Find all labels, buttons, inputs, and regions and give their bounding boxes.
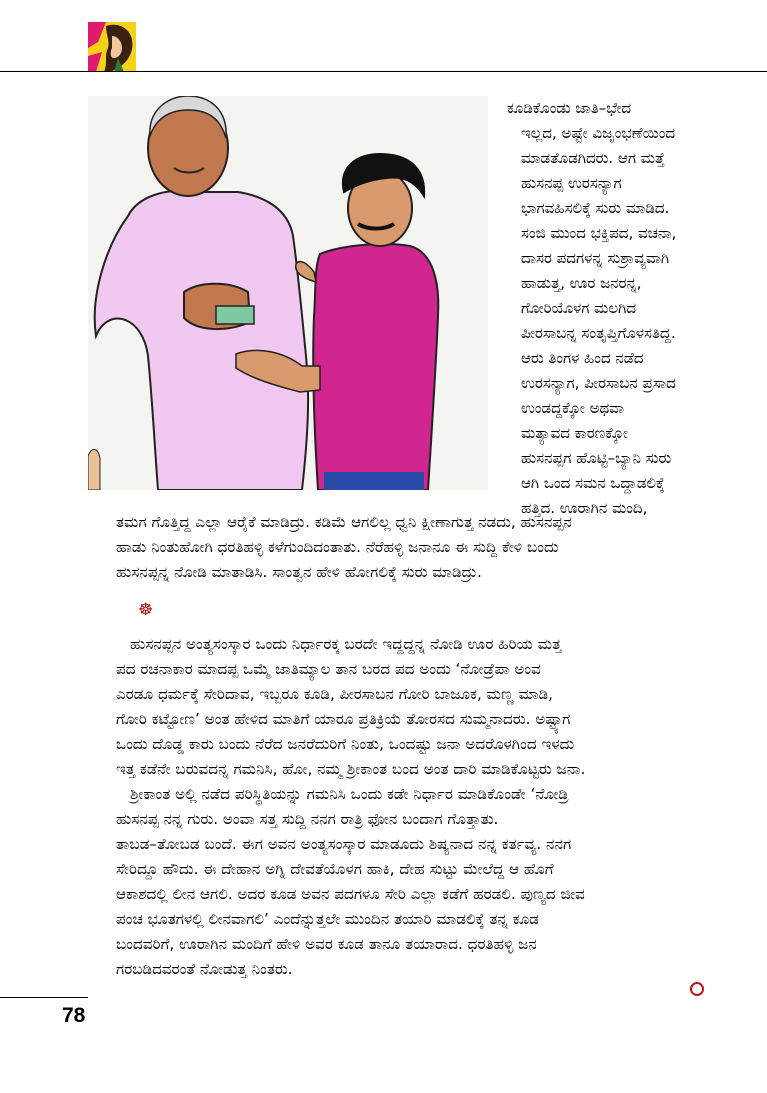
text-line: ತಾಬಡ–ತೋಬಡ ಬಂದೆ. ಈಗ ಅವನ ಅಂತ್ಯಸಂಸ್ಕಾರ ಮಾಡೂದು ಶಿಷ್ಯನಾದ ನನ್ನ ಕರ್ತವ್ಯ. ನನಗ bbox=[116, 835, 572, 853]
side-column-text bbox=[507, 96, 757, 521]
paragraph-2 bbox=[116, 632, 726, 982]
text-line: ಎರಡೂ ಧರ್ಮಕ್ಕೆ ಸೇರಿದಾವ, ಇಬ್ಬರೂ ಕೂಡಿ, ಪೀರಸಾಬನ ಗೋರಿ ಬಾಜೂಕ, ಮಣ್ಣ ಮಾಡಿ, bbox=[116, 685, 553, 703]
text-line: ಹುಸನಪ್ಪಗ ಹೊಟ್ಟಿ–ಬ್ಯಾನಿ ಸುರು bbox=[521, 449, 672, 467]
two-men-illustration bbox=[88, 96, 488, 490]
text-line: ಶ್ರೀಕಾಂತ ಅಲ್ಲಿ ನಡೆದ ಪರಿಸ್ಥಿತಿಯನ್ನು ಗಮನಿಸಿ ಒಂದು ಕಡೇ ನಿರ್ಧಾರ ಮಾಡಿಕೊಂಡೇ ‘ನೋಡ್ರಿ bbox=[130, 785, 569, 803]
text-line: ಇತ್ತ ಕಡೆನೇ ಬರುವದನ್ನ ಗಮನಿಸಿ, ಹೋ, ನಮ್ಮ ಶ್ರೀಕಾಂತ ಬಂದ ಅಂತ ದಾರಿ ಮಾಡಿಕೊಟ್ಟರು ಜನಾ. bbox=[116, 760, 586, 778]
text-line: ಬಂದವರಿಗೆ, ಊರಾಗಿನ ಮಂದಿಗೆ ಹೇಳಿ ಅವರ ಕೂಡ ತಾನೂ ತಯಾರಾದ. ಧರತಿಹಳ್ಳಿ ಜನ bbox=[116, 935, 537, 953]
text-line: ಗೋರಿ ಕಟ್ಟೋಣ’ ಅಂತ ಹೇಳಿದ ಮಾತಿಗೆ ಯಾರೂ ಪ್ರತಿಕ್ರಿಯೆ ತೋರಸದ ಸುಮ್ಮನಾದರು. ಅಷ್ಟ್ಯಾಗ bbox=[116, 710, 571, 728]
text-line: ಆಗಿ ಒಂದ ಸಮನ ಒದ್ದಾಡಲಿಕ್ಕೆ bbox=[521, 474, 665, 492]
text-line: ಉಂಡದ್ದಕ್ಕೋ ಅಥವಾ bbox=[521, 399, 625, 417]
text-line: ತಮಗ ಗೊತ್ತಿದ್ದ ಎಲ್ಲಾ ಆರೈಕೆ ಮಾಡಿದ್ರು. ಕಡಿಮೆ ಆಗಲಿಲ್ಲ ಧ್ವನಿ ಕ್ಷೀಣಾಗುತ್ತ ನಡದು, ಹುಸನಪ್ಪನ bbox=[116, 513, 572, 531]
page-number: 78 bbox=[62, 1004, 86, 1027]
text-line: ಕೂಡಿಕೊಂಡು ಜಾತಿ–ಭೇದ bbox=[507, 99, 632, 117]
text-line: ಹಾಡುತ್ತ, ಊರ ಜನರನ್ನ, bbox=[521, 274, 642, 292]
text-line: ಹಾಡು ನಿಂತುಹೋಗಿ ಧರತಿಹಳ್ಳಿ ಕಳೆಗುಂದಿದಂತಾತು. ನೆರೆಹಳ್ಳಿ ಜನಾನೂ ಈ ಸುದ್ದಿ ಕೇಳಿ ಬಂದು bbox=[116, 538, 559, 556]
text-line: ಮತ್ಯಾವದ ಕಾರಣಕ್ಕೋ bbox=[521, 424, 628, 442]
text-line: ಆರು ತಿಂಗಳ ಹಿಂದ ನಡೆದ bbox=[521, 349, 644, 367]
text-line: ಉರಸನ್ಯಾಗ, ಪೀರಸಾಬನ ಪ್ರಸಾದ bbox=[521, 374, 676, 392]
section-separator-icon: ☸ bbox=[138, 600, 154, 620]
text-line: ಇಲ್ಲದ, ಅಷ್ಟೇ ವಿಜೃಂಭಣೆಯಿಂದ bbox=[521, 124, 676, 142]
text-line: ಗೋರಿಯೊಳಗ ಮಲಗಿದ bbox=[521, 299, 637, 317]
text-line: ಪೀರಸಾಬನ್ನ ಸಂತೃಪ್ತಿಗೊಳಸತಿದ್ದ. bbox=[521, 324, 676, 342]
text-line: ಪಂಚ ಭೂತಗಳಲ್ಲಿ ಲೀನವಾಗಲಿ’ ಎಂದೆನ್ನುತ್ತಲೇ ಮುಂದಿನ ತಯಾರಿ ಮಾಡಲಿಕ್ಕೆ ತನ್ನ ಕೂಡ bbox=[116, 910, 539, 928]
text-line: ಹುಸನಪ್ಪ ನನ್ನ ಗುರು. ಅಂವಾ ಸತ್ತ ಸುದ್ದಿ ನನಗ ರಾತ್ರಿ ಫೋನ ಬಂದಾಗ ಗೊತ್ತಾತು. bbox=[116, 810, 499, 828]
text-line: ಭಾಗವಹಿಸಲಿಕ್ಕೆ ಸುರು ಮಾಡಿದ. bbox=[521, 199, 670, 217]
text-line: ಸೇರಿದ್ದೂ ಹೌದು. ಈ ದೇಹಾನ ಅಗ್ನಿ ದೇವತೆಯೊಳಗ ಹಾಕಿ, ದೇಹ ಸುಟ್ಟು ಮೇಲೆದ್ದ ಆ ಹೊಗೆ bbox=[116, 860, 554, 878]
text-line: ಹುಸನಪ್ಪನ್ನ ನೋಡಿ ಮಾತಾಡಿಸಿ. ಸಾಂತ್ವನ ಹೇಳಿ ಹೋಗಲಿಕ್ಕೆ ಸುರು ಮಾಡಿದ್ರು. bbox=[116, 563, 482, 581]
chapter-logo-icon bbox=[88, 22, 136, 72]
text-line: ಹುಸನಪ್ಪ ಉರಸನ್ಯಾಗ bbox=[521, 174, 622, 192]
paragraph-1 bbox=[116, 510, 716, 585]
text-line: ಮಾಡತೊಡಗಿದರು. ಆಗ ಮತ್ತೆ bbox=[521, 149, 665, 167]
text-line: ಆಕಾಶದಲ್ಲಿ ಲೀನ ಆಗಲಿ. ಅದರ ಕೂಡ ಅವನ ಪದಗಳೂ ಸೇರಿ ಎಲ್ಲಾ ಕಡೆಗೆ ಹರಡಲಿ. ಪುಣ್ಯದ ಜೀವ bbox=[116, 885, 585, 903]
text-line: ಪದ ರಚನಾಕಾರ ಮಾದಪ್ಪ ಒಮ್ಮೆ ಜಾತಿಮ್ಯಾಲ ತಾನ ಬರದ ಪದ ಅಂದು ‘ನೋಡ್ರೆಪಾ ಅಂವ bbox=[116, 660, 541, 678]
text-line: ಸಂಜಿ ಮುಂದ ಭಕ್ತಿಪದ, ವಚನಾ, bbox=[521, 224, 677, 242]
text-line: ಒಂದು ದೊಡ್ಡ ಕಾರು ಬಂದು ನೆರೆದ ಜನರೆದುರಿಗೆ ನಿಂತು, ಒಂದಷ್ಟು ಜನಾ ಅದರೊಳಗಿಂದ ಇಳದು bbox=[116, 735, 575, 753]
header-rule bbox=[0, 71, 767, 72]
text-line: ದಾಸರ ಪದಗಳನ್ನ ಸುಶ್ರಾವ್ಯವಾಗಿ bbox=[521, 249, 670, 267]
text-line: ಗರಬಡಿದವರಂತೆ ನೋಡುತ್ತ ನಿಂತರು. bbox=[116, 960, 293, 978]
end-circle-icon bbox=[690, 982, 704, 996]
footer-rule bbox=[0, 997, 88, 998]
text-line: ಹತ್ತಿದ. ಊರಾಗಿನ ಮಂದಿ, bbox=[521, 499, 648, 517]
text-line: ಹುಸನಪ್ಪನ ಅಂತ್ಯಸಂಸ್ಕಾರ ಒಂದು ನಿರ್ಧಾರಕ್ಕ ಬರದೇ ಇದ್ದದ್ದನ್ನ ನೋಡಿ ಊರ ಹಿರಿಯ ಮತ್ತ bbox=[130, 635, 562, 653]
